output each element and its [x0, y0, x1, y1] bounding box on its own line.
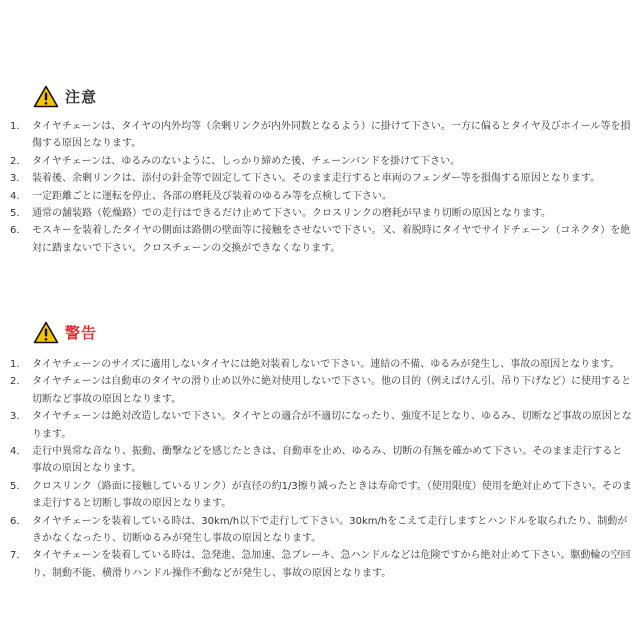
list-item-number: 6.	[10, 515, 20, 527]
list-item	[10, 356, 632, 373]
list-item-text: タイヤチェーンは、ゆるみのないように、しっかり締めた後、チェーンバンドを掛けて下さい。	[32, 155, 461, 167]
caution-section	[0, 82, 640, 257]
warning-triangle-icon	[33, 321, 59, 344]
list-item	[10, 205, 632, 222]
list-item-text: タイヤチェーンは絶対改造しないで下さい。タイヤとの適合が不適切になったり、強度不足となり、ゆるみ、切断など事故の原因となります。	[32, 411, 632, 440]
list-item	[10, 547, 632, 582]
warning-list	[0, 356, 640, 582]
list-item-text: タイヤチェーンを装着している時は、30km/h以下で走行して下さい。30km/hをこえて走行しますとハンドルを取られたり、制動がきかなくなったり、切断ゆるみが発生し事故の原因となります。	[32, 515, 628, 545]
caution-list	[0, 118, 640, 257]
list-item-number: 5.	[10, 208, 20, 220]
list-item-number: 3.	[10, 173, 20, 185]
list-item-text: 一定距離ごとに運転を停止、各部の磨耗及び装着のゆるみ等を点検して下さい。	[32, 190, 392, 202]
list-item-text: 通常の舗装路（乾燥路）での走行はできるだけ止めて下さい。クロスリンクの磨耗が早まり切断の原因となります。	[32, 208, 551, 220]
list-item-number: 5.	[10, 480, 20, 492]
list-item-number: 2.	[10, 376, 20, 388]
list-item	[10, 222, 632, 257]
list-item-text: 装着後、余剰リンクは、添付の針金等で固定して下さい。そのまま走行すると車両のフェンダー等を損傷する原因となります。	[32, 173, 601, 185]
warning-heading	[33, 318, 640, 346]
list-item	[10, 188, 632, 205]
warning-triangle-icon	[33, 85, 59, 108]
list-item-number: 1.	[10, 359, 20, 370]
list-item-number: 2.	[10, 155, 20, 167]
list-item-number: 3.	[10, 411, 20, 423]
list-item	[10, 443, 632, 478]
list-item-number: 7.	[10, 550, 20, 562]
list-item-text: クロスリンク（路面に接触しているリンク）が直径の約1/3擦り減ったときは寿命です。（使用限度）使用を絶対止めて下さい。そのまま走行すると切断し事故の原因となります。	[32, 480, 632, 510]
list-item	[10, 373, 632, 408]
list-item	[10, 118, 632, 153]
list-item-text: タイヤチェーンのサイズに適用しないタイヤには絶対装着しないで下さい。連結の不備、ゆるみが発生し、事故の原因となります。	[32, 359, 620, 370]
list-item	[10, 513, 632, 548]
list-item	[10, 408, 632, 443]
list-item-text: タイヤチェーンは自動車のタイヤの滑り止め以外に絶対使用しないで下さい。他の目的（例えばけん引、吊り下げなど）に使用すると切断など事故の原因となります。	[32, 376, 632, 405]
list-item-number: 4.	[10, 446, 20, 458]
list-item	[10, 170, 632, 187]
list-item	[10, 153, 632, 170]
list-item-number: 4.	[10, 190, 20, 202]
caution-title: 注意	[65, 87, 98, 106]
list-item-text: タイヤチェーンは、タイヤの内外均等（余剰リンクが内外同数となるよう）に掛けて下さい。一方に偏るとタイヤ及びホイール等を損傷する原因となります。	[32, 121, 631, 150]
warning-title: 警告	[65, 323, 98, 342]
list-item-text: 走行中異常な音なり、振動、衝撃などを感じたときは、自動車を止め、ゆるみ、切断の有無を確かめて下さい。そのまま走行すると事故の原因となります。	[32, 446, 623, 475]
list-item-number: 1.	[10, 121, 20, 132]
list-item-number: 6.	[10, 225, 20, 237]
list-item-text: タイヤチェーンを装着している時は、急発進、急加速、急ブレーキ、急ハンドルなどは危険ですから絶対止めて下さい。駆動輪の空回り、制動不能、横滑りハンドル操作不動などが発生し、事故の原因となります。	[32, 550, 631, 579]
caution-heading	[33, 82, 640, 110]
list-item	[10, 478, 632, 513]
warning-section	[0, 318, 640, 582]
list-item-text: モスキーを装着したタイヤの側面は路側の壁面等に接触をさせないで下さい。又、着脱時にタイヤでサイドチェーン（コネクタ）を絶対に踏まないで下さい。クロスチェーンの交換ができなくなります。	[32, 225, 631, 254]
